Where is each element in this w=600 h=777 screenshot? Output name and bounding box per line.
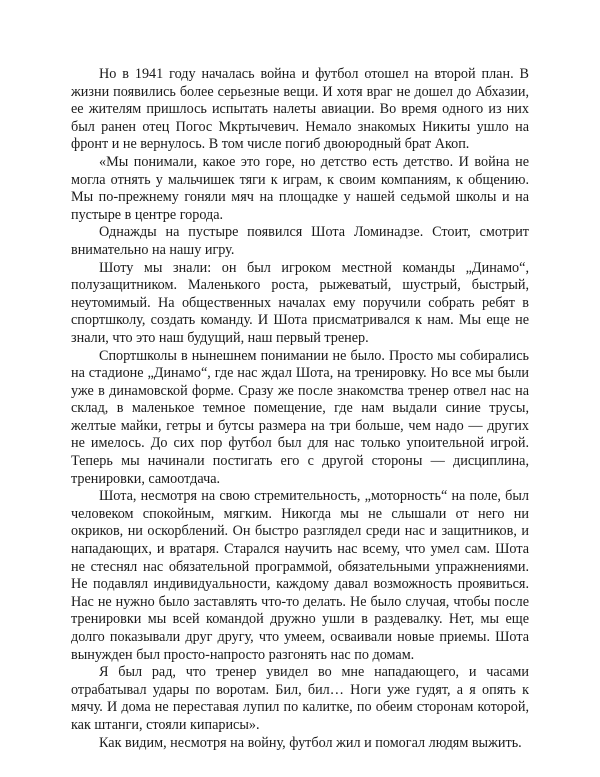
paragraph: Как видим, несмотря на войну, футбол жил и помогал людям выжить. xyxy=(99,734,522,751)
document-page xyxy=(71,66,529,752)
paragraph: Но в 1941 году началась война и футбол отошел на второй план. В жизни появились более серьезные вещи. И хотя враг не дошел до Абхазии, ее жителям пришлось испытать налеты авиации. Во время одного из них был ранен отец Погос Мкртычевич. Немало знакомых Никиты ушло на фронт и не вернулось. В том числе погиб двоюродный брат Акоп. xyxy=(71,66,529,153)
paragraph: Шоту мы знали: он был игроком местной команды „Динамо“, полузащитником. Маленького роста, рыжеватый, шустрый, быстрый, неутомимый. На общественных началах ему поручили собрать ребят в спортшколу, создать команду. И Шота присматривался к нам. Мы еще не знали, что это наш будущий, наш первый тренер. xyxy=(71,259,529,346)
paragraph: «Мы понимали, какое это горе, но детство есть детство. И война не могла отнять у мальчишек тяги к играм, к своим компаниям, к общению. Мы по-прежнему гоняли мяч на площадке у нашей седьмой школы и на пустыре в центре города. xyxy=(71,153,529,223)
paragraph: Спортшколы в нынешнем понимании не было. Просто мы собирались на стадионе „Динамо“, где нас ждал Шота, на тренировку. Но все мы были уже в динамовской форме. Сразу же после знакомства тренер отвел нас на склад, в маленькое темное помещение, где нам выдали синие трусы, желтые майки, гетры и бутсы размера на три больше, чем надо — других не имелось. До сих пор футбол был для нас только упоительной игрой. Теперь мы начинали постигать его с другой стороны — дисциплина, тренировки, самоотдача. xyxy=(71,347,529,487)
paragraph: Я был рад, что тренер увидел во мне нападающего, и часами отрабатывал удары по воротам. Бил, бил… Ноги уже гудят, а я опять к мячу. И дома не переставая лупил по калитке, по обеим сторонам которой, как штанги, стояли кипарисы». xyxy=(71,664,529,733)
paragraph: Шота, несмотря на свою стремительность, „моторность“ на поле, был человеком спокойным, мягким. Никогда мы не слышали от него ни окриков, ни оскорблений. Он быстро разглядел среди нас и защитников, и нападающих, и вратаря. Старался научить нас всему, что умел сам. Шота не стеснял нас обязательной программой, обязательными упражнениями. Не подавлял индивидуальности, каждому давал возможность проявиться. Нас не нужно было заставлять что-то делать. Не было случая, чтобы после тренировки мы всей командой дружно ушли в раздевалку. Нет, мы еще долго показывали друг другу, что умеем, осваивали новые приемы. Шота вынужден был просто-напросто разгонять нас по домам. xyxy=(71,488,529,663)
paragraph: Однажды на пустыре появился Шота Ломинадзе. Стоит, смотрит внимательно на нашу игру. xyxy=(71,224,529,258)
